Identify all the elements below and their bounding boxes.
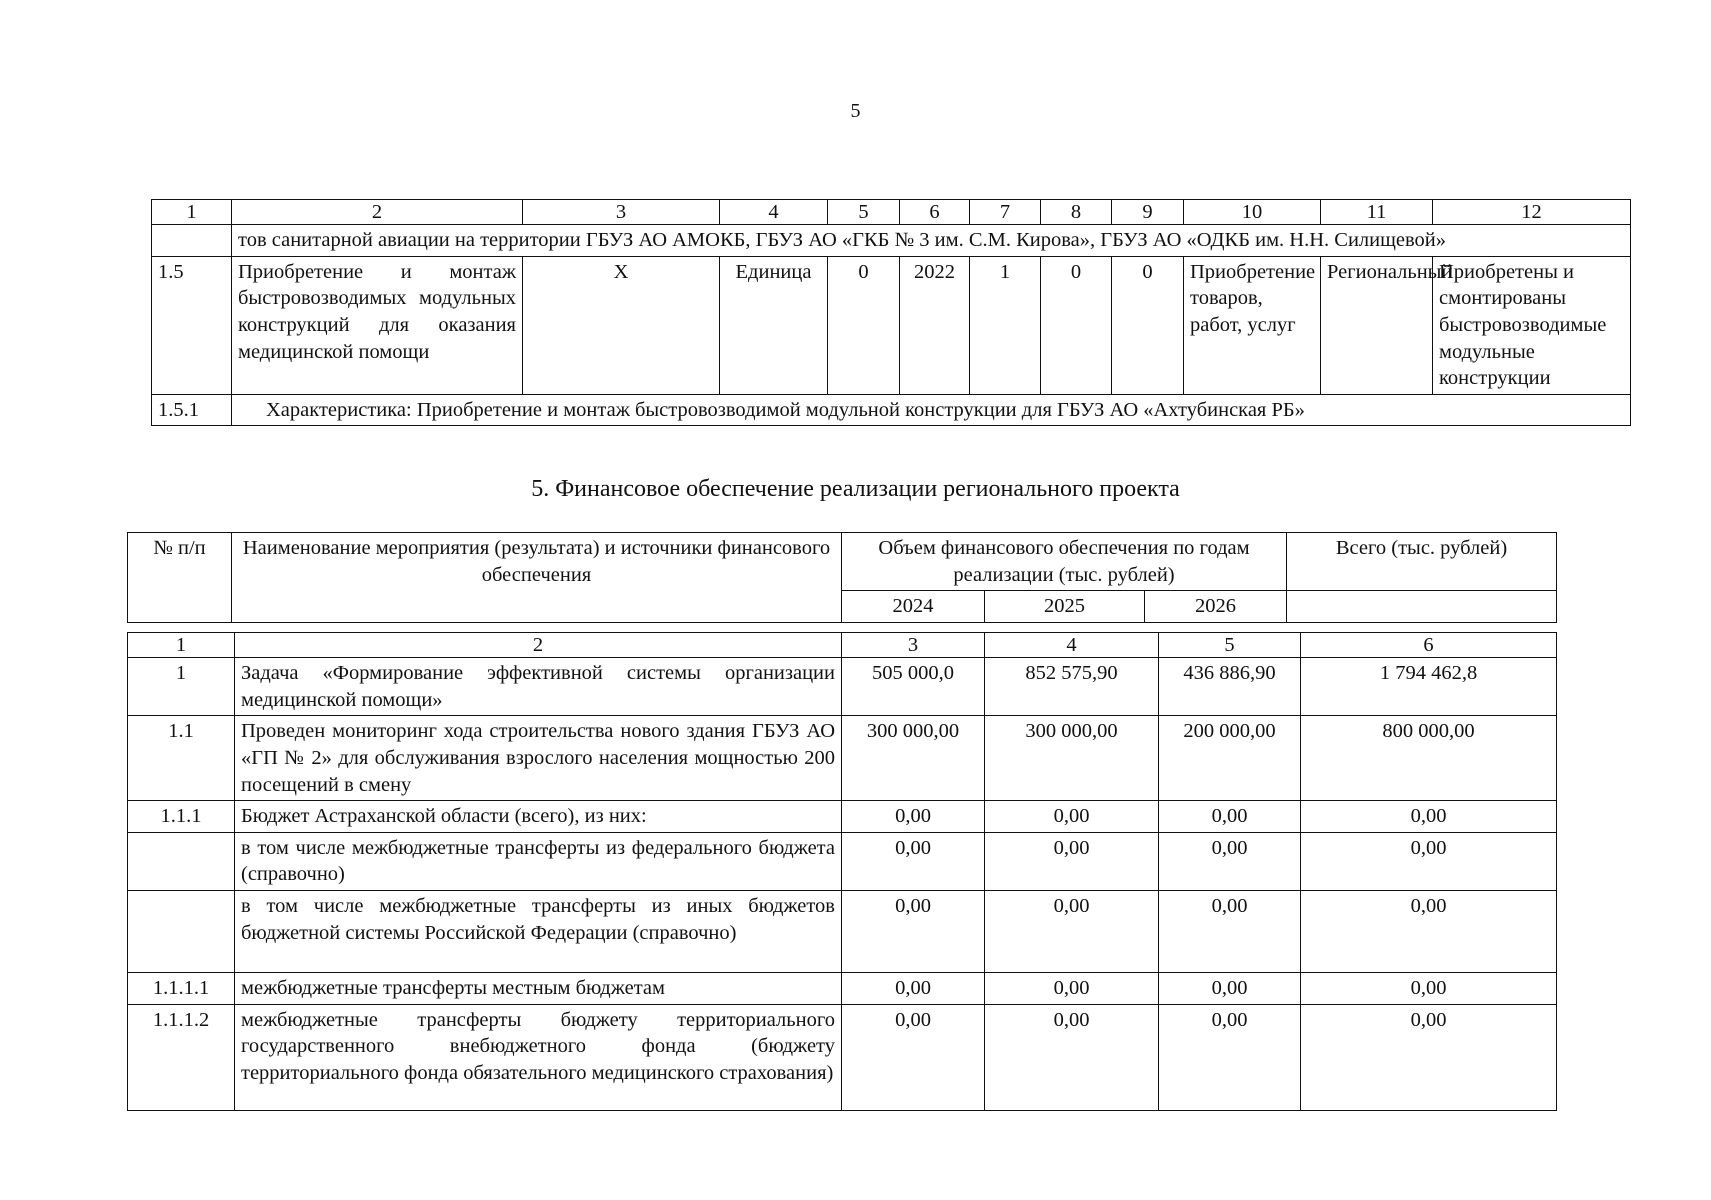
- table-row: [128, 832, 1557, 890]
- cell: Х: [523, 256, 720, 394]
- column-number: 11: [1321, 200, 1433, 225]
- value-total: 0,00: [1301, 973, 1557, 1005]
- column-number: 6: [900, 200, 970, 225]
- column-number: 5: [1159, 633, 1301, 658]
- value-2025: 0,00: [985, 801, 1159, 833]
- value-total: 0,00: [1301, 891, 1557, 973]
- row-number: [128, 891, 235, 973]
- table-row: [152, 256, 1631, 394]
- type-cell: Приобретение товаров, работ, услуг: [1184, 256, 1321, 394]
- column-number-row: [152, 200, 1631, 225]
- row-name: в том числе межбюджетные трансферты из иных бюджетов бюджетной системы Российской Федерации (справочно): [235, 891, 842, 973]
- continuation-text: тов санитарной авиации на территории ГБУЗ АО АМОКБ, ГБУЗ АО «ГКБ № 3 им. С.М. Кирова», ГБУЗ АО «ОДКБ им. Н.Н. Силищевой»: [232, 225, 1631, 257]
- header-name: Наименование мероприятия (результата) и источники финансового обеспечения: [232, 533, 842, 623]
- column-number: 1: [128, 633, 235, 658]
- cell: 1: [970, 256, 1041, 394]
- row-name: Проведен мониторинг хода строительства нового здания ГБУЗ АО «ГП № 2» для обслуживания взрослого населения мощностью 200 посещений в смену: [235, 716, 842, 801]
- column-number: 12: [1433, 200, 1631, 225]
- financing-table: [127, 632, 1557, 1111]
- column-number: 5: [828, 200, 900, 225]
- year-2026: 2026: [1145, 591, 1287, 623]
- row-number: 1.1.1.2: [128, 1004, 235, 1110]
- value-2024: 300 000,00: [842, 716, 985, 801]
- value-2026: 0,00: [1159, 1004, 1301, 1110]
- value-2025: 300 000,00: [985, 716, 1159, 801]
- row-name: Задача «Формирование эффективной системы организации медицинской помощи»: [235, 658, 842, 716]
- header-no: № п/п: [128, 533, 232, 623]
- column-number: 10: [1184, 200, 1321, 225]
- value-2024: 0,00: [842, 973, 985, 1005]
- value-2025: 0,00: [985, 973, 1159, 1005]
- value-2024: 505 000,0: [842, 658, 985, 716]
- row-name: межбюджетные трансферты бюджету территориального государственного внебюджетного фонда (бюджету территориального фонда обязательного медицинского страхования): [235, 1004, 842, 1110]
- financing-header-table: [127, 532, 1557, 623]
- value-total: 800 000,00: [1301, 716, 1557, 801]
- year-cell: 2022: [900, 256, 970, 394]
- value-2026: 436 886,90: [1159, 658, 1301, 716]
- row-number: [152, 225, 232, 257]
- table-row: [128, 658, 1557, 716]
- row-name: в том числе межбюджетные трансферты из федерального бюджета (справочно): [235, 832, 842, 890]
- column-number: 3: [523, 200, 720, 225]
- table-row: [128, 1004, 1557, 1110]
- table-row: [128, 716, 1557, 801]
- value-total: 0,00: [1301, 1004, 1557, 1110]
- column-number: 2: [235, 633, 842, 658]
- row-number: 1.5: [152, 256, 232, 394]
- header-volume: Объем финансового обеспечения по годам реализации (тыс. рублей): [842, 533, 1287, 591]
- value-2024: 0,00: [842, 891, 985, 973]
- column-number: 4: [985, 633, 1159, 658]
- empty-cell: [1287, 591, 1557, 623]
- value-total: 1 794 462,8: [1301, 658, 1557, 716]
- characteristic-text: Характеристика: Приобретение и монтаж быстровозводимой модульной конструкции для ГБУЗ АО «Ахтубинская РБ»: [232, 394, 1631, 426]
- header-row: [128, 533, 1557, 591]
- cell: 0: [1112, 256, 1184, 394]
- results-table: [151, 199, 1631, 426]
- result-name: Приобретение и монтаж быстровозводимых модульных конструкций для оказания медицинской помощи: [232, 256, 523, 394]
- row-number: 1.1: [128, 716, 235, 801]
- value-2024: 0,00: [842, 1004, 985, 1110]
- value-2025: 0,00: [985, 832, 1159, 890]
- value-2026: 0,00: [1159, 801, 1301, 833]
- year-2024: 2024: [842, 591, 985, 623]
- row-number: [128, 832, 235, 890]
- value-2026: 0,00: [1159, 973, 1301, 1005]
- row-number: 1: [128, 658, 235, 716]
- value-2024: 0,00: [842, 801, 985, 833]
- cell: 0: [1041, 256, 1112, 394]
- column-number: 2: [232, 200, 523, 225]
- value-2025: 852 575,90: [985, 658, 1159, 716]
- value-2024: 0,00: [842, 832, 985, 890]
- table-row: [128, 973, 1557, 1005]
- table-row: [152, 225, 1631, 257]
- value-total: 0,00: [1301, 832, 1557, 890]
- header-total: Всего (тыс. рублей): [1287, 533, 1557, 591]
- table-row: [152, 394, 1631, 426]
- column-number: 1: [152, 200, 232, 225]
- column-number: 3: [842, 633, 985, 658]
- year-2025: 2025: [985, 591, 1145, 623]
- value-2026: 0,00: [1159, 891, 1301, 973]
- column-number: 8: [1041, 200, 1112, 225]
- value-2025: 0,00: [985, 1004, 1159, 1110]
- row-number: 1.1.1.1: [128, 973, 235, 1005]
- value-2026: 200 000,00: [1159, 716, 1301, 801]
- row-name: межбюджетные трансферты местным бюджетам: [235, 973, 842, 1005]
- value-total: 0,00: [1301, 801, 1557, 833]
- page-number: 5: [850, 100, 861, 122]
- result-description: Приобретены и смонтированы быстровозводимые модульные конструкции: [1433, 256, 1631, 394]
- section-title: 5. Финансовое обеспечение реализации регионального проекта: [531, 476, 1180, 502]
- column-number: 7: [970, 200, 1041, 225]
- table-row: [128, 801, 1557, 833]
- column-number-row: [128, 633, 1557, 658]
- level-cell: Региональный: [1321, 256, 1433, 394]
- unit-cell: Единица: [720, 256, 828, 394]
- table-row: [128, 891, 1557, 973]
- value-2026: 0,00: [1159, 832, 1301, 890]
- cell: 0: [828, 256, 900, 394]
- column-number: 4: [720, 200, 828, 225]
- column-number: 9: [1112, 200, 1184, 225]
- value-2025: 0,00: [985, 891, 1159, 973]
- row-name: Бюджет Астраханской области (всего), из них:: [235, 801, 842, 833]
- column-number: 6: [1301, 633, 1557, 658]
- row-number: 1.5.1: [152, 394, 232, 426]
- row-number: 1.1.1: [128, 801, 235, 833]
